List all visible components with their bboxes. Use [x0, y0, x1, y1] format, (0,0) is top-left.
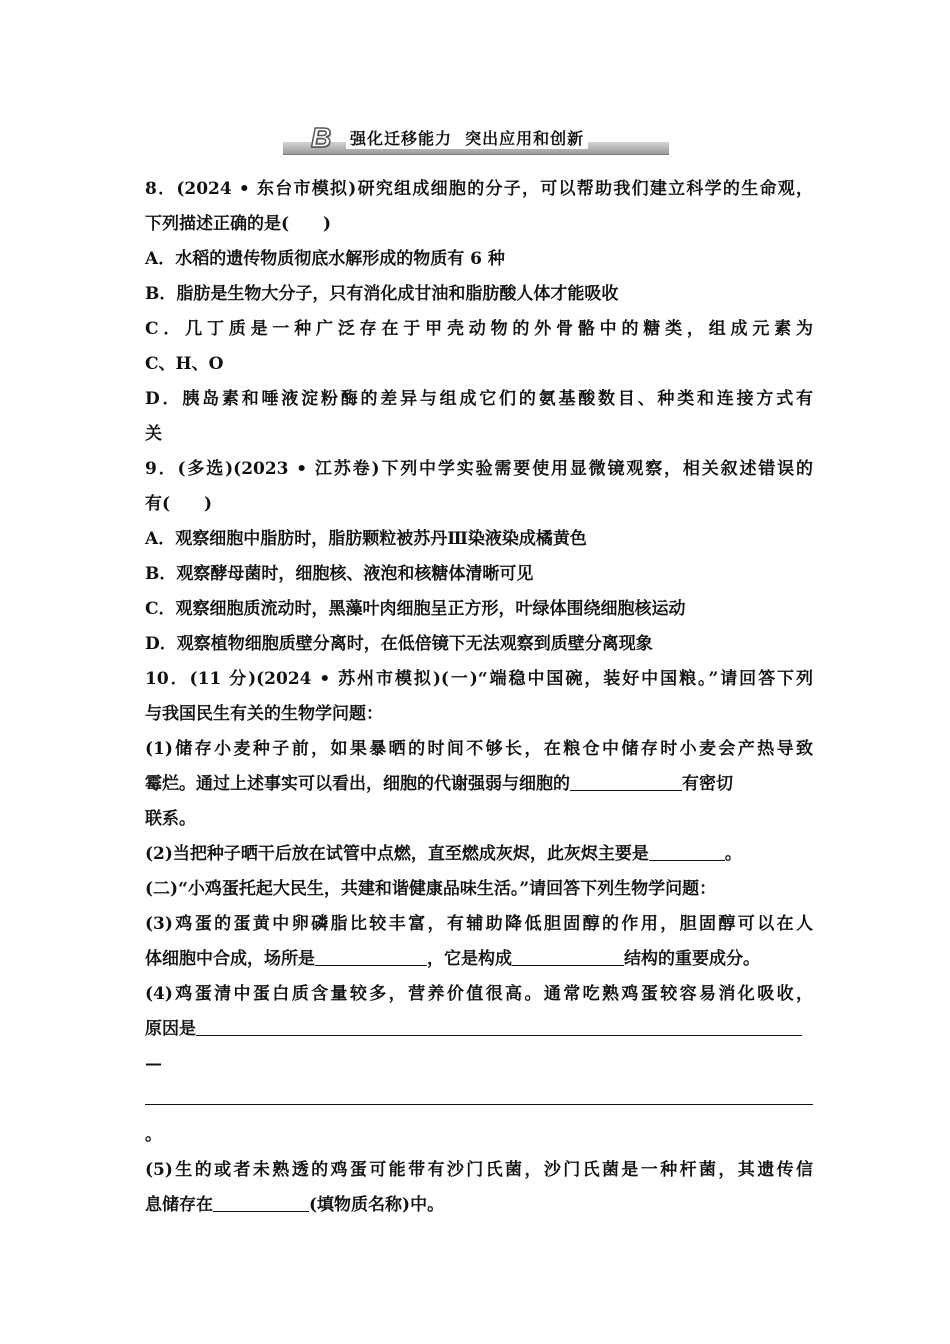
- q9-stem-line-1: 9．(多选)(2023 • 江苏卷)下列中学实验需要使用显微镜观察，相关叙述错误的: [145, 459, 813, 479]
- q10-part1-text-a: 霉烂。通过上述事实可以看出，细胞的代谢强弱与细胞的: [145, 774, 570, 794]
- q10-part2-text-a: (2)当把种子晒干后放在试管中点燃，直至燃成灰烬，此灰烬主要是: [145, 844, 649, 864]
- q8-option-c-line-1: C．几丁质是一种广泛存在于甲壳动物的外骨骼中的糖类，组成元素为: [145, 319, 813, 339]
- q10-stem-line-1: 10．(11 分)(2024 • 苏州市模拟)(一)“端稳中国碗，装好中国粮。”请回答下列: [145, 669, 813, 689]
- q9-option-a: A．观察细胞中脂肪时，脂肪颗粒被苏丹Ⅲ染液染成橘黄色: [145, 529, 587, 549]
- q10-stem-line-2: 与我国民生有关的生物学问题：: [145, 704, 383, 724]
- q10-part2-text-b: 。: [724, 844, 742, 864]
- q9-stem-line-2: 有( ): [145, 494, 213, 514]
- section-banner: [283, 124, 669, 158]
- q10-part4-line-2: [145, 1012, 813, 1047]
- q10-part3-text-a: 体细胞中合成，场所是: [145, 949, 315, 969]
- answer-blank-6[interactable]: [145, 1082, 813, 1105]
- answer-blank-7[interactable]: [213, 1191, 309, 1212]
- answer-blank-4[interactable]: [512, 945, 624, 966]
- question-content: [145, 172, 813, 1223]
- section-b-badge-icon: B: [311, 122, 332, 153]
- q10-part4-text-a: 原因是: [145, 1019, 196, 1039]
- q8-option-a: A．水稻的遗传物质彻底水解形成的物质有 6 种: [145, 249, 505, 269]
- q10-part4-line-3: —: [145, 1054, 162, 1074]
- q10-part1-line-1: (1)储存小麦种子前，如果暴晒的时间不够长，在粮仓中储存时小麦会产热导致: [145, 739, 813, 759]
- q10-part5-line-1: (5)生的或者未熟透的鸡蛋可能带有沙门氏菌，沙门氏菌是一种杆菌，其遗传信: [145, 1160, 813, 1180]
- answer-blank-5[interactable]: [196, 1015, 802, 1036]
- q8-option-b: B．脂肪是生物大分子，只有消化成甘油和脂肪酸人体才能吸收: [145, 284, 619, 304]
- q8-stem-line-1: 8．(2024 • 东台市模拟)研究组成细胞的分子，可以帮助我们建立科学的生命观，: [145, 179, 813, 199]
- answer-blank-1[interactable]: [570, 770, 682, 791]
- banner-title: 强化迁移能力 突出应用和创新: [346, 129, 588, 149]
- q10-part4-end: 。: [145, 1125, 162, 1145]
- q10-part4-line-1: (4)鸡蛋清中蛋白质含量较多，营养价值很高。通常吃熟鸡蛋较容易消化吸收，: [145, 984, 813, 1004]
- answer-blank-3[interactable]: [315, 945, 427, 966]
- q10-section-two-intro: (二)“小鸡蛋托起大民生，共建和谐健康品味生活。”请回答下列生物学问题：: [145, 879, 717, 899]
- q9-option-d: D．观察植物细胞质壁分离时，在低倍镜下无法观察到质壁分离现象: [145, 634, 653, 654]
- q8-option-c-line-2: C、H、O: [145, 354, 224, 374]
- q10-part3-text-c: 结构的重要成分。: [624, 949, 760, 969]
- q10-part1-line-3: 联系。: [145, 809, 196, 829]
- q10-part3-line-2: [145, 942, 813, 977]
- q10-part1-text-b: 有密切: [682, 774, 733, 794]
- q10-part1-line-2: [145, 767, 813, 802]
- q10-part5-text-b: (填物质名称)中。: [309, 1195, 445, 1215]
- answer-blank-2[interactable]: [649, 840, 725, 861]
- q10-part5-line-2: [145, 1188, 813, 1223]
- q10-part3-line-1: (3)鸡蛋的蛋黄中卵磷脂比较丰富，有辅助降低胆固醇的作用，胆固醇可以在人: [145, 914, 813, 934]
- q10-part2-line: [145, 837, 813, 872]
- q9-option-b: B．观察酵母菌时，细胞核、液泡和核糖体清晰可见: [145, 564, 534, 584]
- q9-option-c: C．观察细胞质流动时，黑藻叶肉细胞呈正方形，叶绿体围绕细胞核运动: [145, 599, 686, 619]
- q10-part5-text-a: 息储存在: [145, 1195, 213, 1215]
- q8-stem-line-2: 下列描述正确的是( ): [145, 214, 332, 234]
- q8-option-d-line-1: D．胰岛素和唾液淀粉酶的差异与组成它们的氨基酸数目、种类和连接方式有: [145, 389, 813, 409]
- q8-option-d-line-2: 关: [145, 424, 162, 444]
- q10-part3-text-b: ，它是构成: [427, 949, 512, 969]
